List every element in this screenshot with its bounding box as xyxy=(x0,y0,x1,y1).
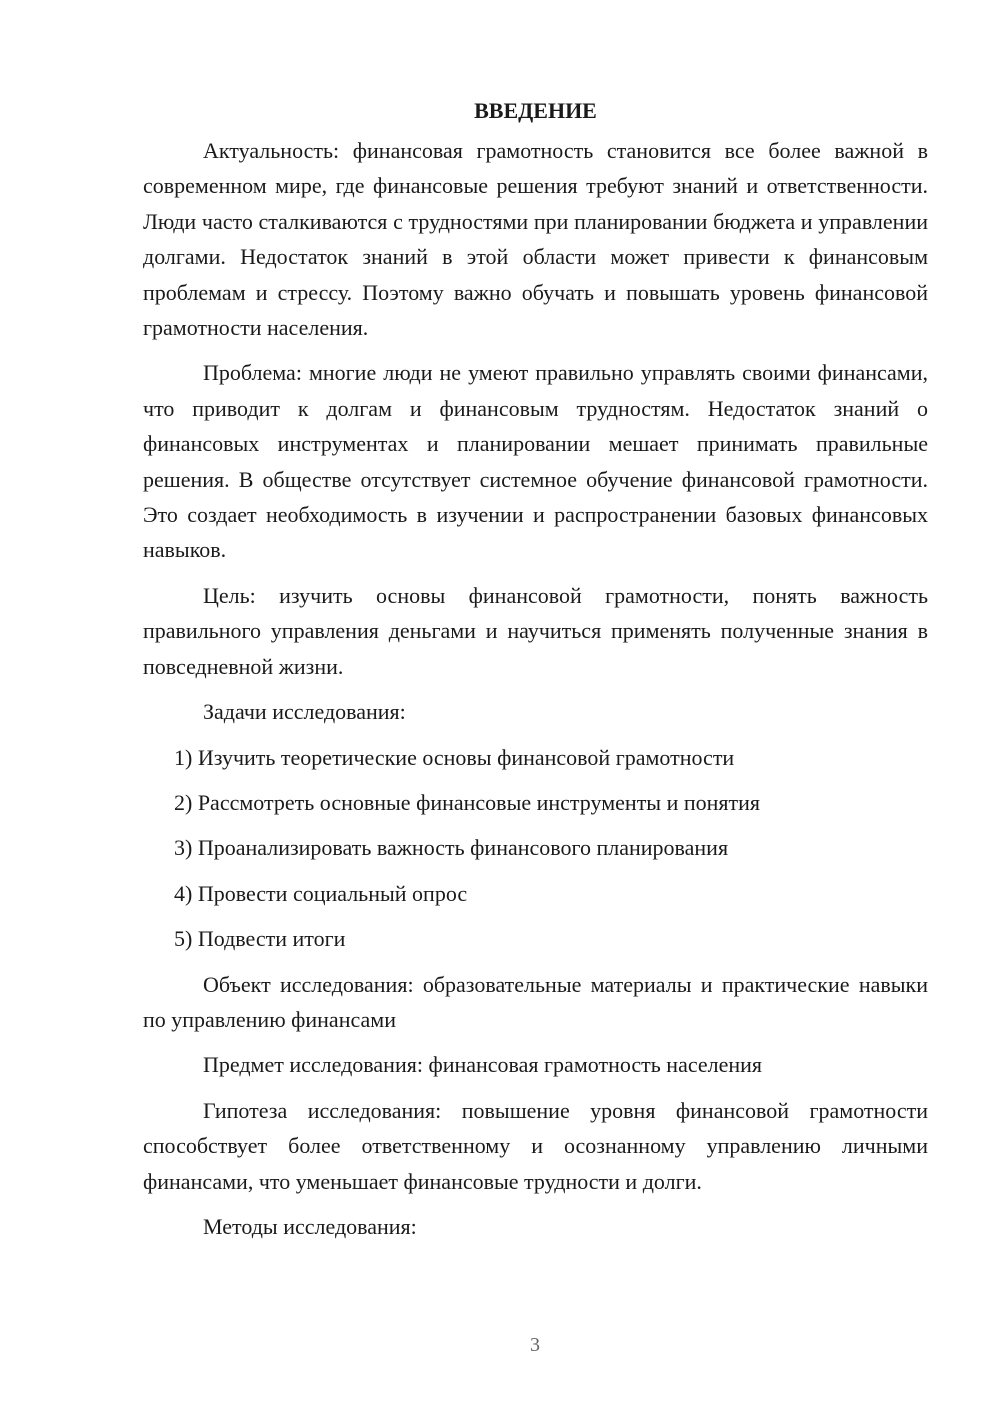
page-number: 3 xyxy=(530,1334,540,1356)
task-item: 5) Подвести итоги xyxy=(174,926,346,952)
tasks-list xyxy=(143,740,928,957)
task-item: 1) Изучить теоретические основы финансовой грамотности xyxy=(174,744,735,770)
page-content xyxy=(143,96,928,1254)
subject-paragraph: Предмет исследования: финансовая грамотность населения xyxy=(203,1052,763,1078)
goal-paragraph: Цель: изучить основы финансовой грамотности, понять важность правильного управления деньгами и научиться применять полученные знания в повседневной жизни. xyxy=(143,582,928,679)
task-item: 3) Проанализировать важность финансового планирования xyxy=(174,835,729,861)
task-item: 4) Провести социальный опрос xyxy=(174,880,468,906)
tasks-label: Задачи исследования: xyxy=(203,699,406,725)
object-paragraph: Объект исследования: образовательные материалы и практические навыки по управлению финансами xyxy=(143,971,928,1032)
hypothesis-paragraph: Гипотеза исследования: повышение уровня финансовой грамотности способствует более ответственному и осознанному управлению личными финансами, что уменьшает финансовые трудности и долги. xyxy=(143,1097,928,1194)
task-item: 2) Рассмотреть основные финансовые инструменты и понятия xyxy=(174,789,761,815)
problem-paragraph: Проблема: многие люди не умеют правильно управлять своими финансами, что приводит к долгам и финансовым трудностям. Недостаток знаний о финансовых инструментах и планировании мешает принимать правильные решения. В обществе отсутствует системное обучение финансовой грамотности. Это создает необходимость в изучении и распространении базовых финансовых навыков. xyxy=(143,360,928,563)
section-heading: ВВЕДЕНИЕ xyxy=(474,98,597,123)
relevance-paragraph: Актуальность: финансовая грамотность становится все более важной в современном мире, где финансовые решения требуют знаний и ответственности. Люди часто сталкиваются с трудностями при планировании бюджета и управлении долгами. Недостаток знаний в этой области может привести к финансовым проблемам и стрессу. Поэтому важно обучать и повышать уровень финансовой грамотности населения. xyxy=(143,138,928,341)
methods-label: Методы исследования: xyxy=(203,1213,417,1239)
